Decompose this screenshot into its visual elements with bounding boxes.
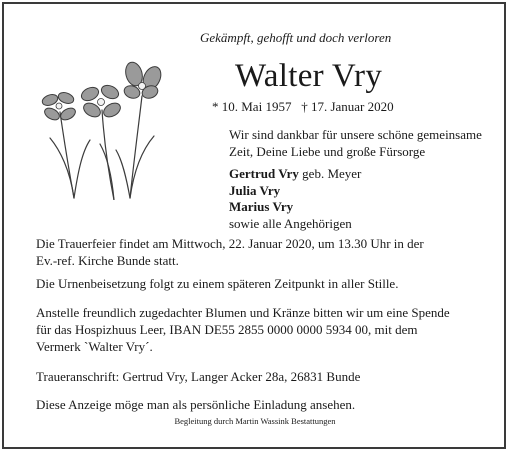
donation-paragraph — [36, 304, 450, 355]
mourner-suffix: geb. Meyer — [298, 166, 362, 181]
flowers-drawing-icon — [30, 60, 170, 200]
undertaker-footer: Begleitung durch Martin Wassink Bestattungen — [174, 416, 336, 426]
mourner — [229, 166, 361, 183]
motto: Gekämpft, gehofft und doch verloren — [200, 30, 392, 45]
donation-line: Anstelle freundlich zugedachter Blumen und Kränze bitten wir um eine Spende — [36, 305, 450, 320]
life-dates: * 10. Mai 1957 † 17. Januar 2020 — [212, 99, 394, 114]
deceased-name: Walter Vry — [235, 58, 383, 94]
mourners-closing: sowie alle Angehörigen — [229, 215, 352, 231]
mourner-name: Marius Vry — [229, 199, 294, 214]
donation-line: für das Hospizhuus Leer, IBAN DE55 2855 0000 0000 5934 00, mit dem — [36, 322, 418, 337]
funeral-line: Ev.-ref. Kirche Bunde statt. — [36, 253, 179, 268]
mourner-name: Gertrud Vry — [229, 166, 299, 181]
mourner-name: Julia Vry — [229, 182, 281, 198]
invitation-paragraph: Diese Anzeige möge man als persönliche Einladung ansehen. — [36, 397, 356, 412]
donation-line: Vermerk `Walter Vry´. — [36, 339, 153, 354]
mourners-list — [229, 166, 361, 232]
thanks-text — [229, 126, 482, 160]
mourner — [229, 183, 361, 200]
funeral-line: Die Trauerfeier findet am Mittwoch, 22. Januar 2020, um 13.30 Uhr in der — [36, 236, 424, 251]
address-paragraph: Traueranschrift: Gertrud Vry, Langer Acker 28a, 26831 Bunde — [36, 369, 361, 384]
thanks-line: Zeit, Deine Liebe und große Fürsorge — [229, 144, 426, 159]
urn-paragraph: Die Urnenbeisetzung folgt zu einem späteren Zeitpunkt in aller Stille. — [36, 276, 399, 291]
mourner — [229, 199, 361, 216]
thanks-line: Wir sind dankbar für unsere schöne gemeinsame — [229, 127, 482, 142]
funeral-paragraph — [36, 235, 424, 269]
